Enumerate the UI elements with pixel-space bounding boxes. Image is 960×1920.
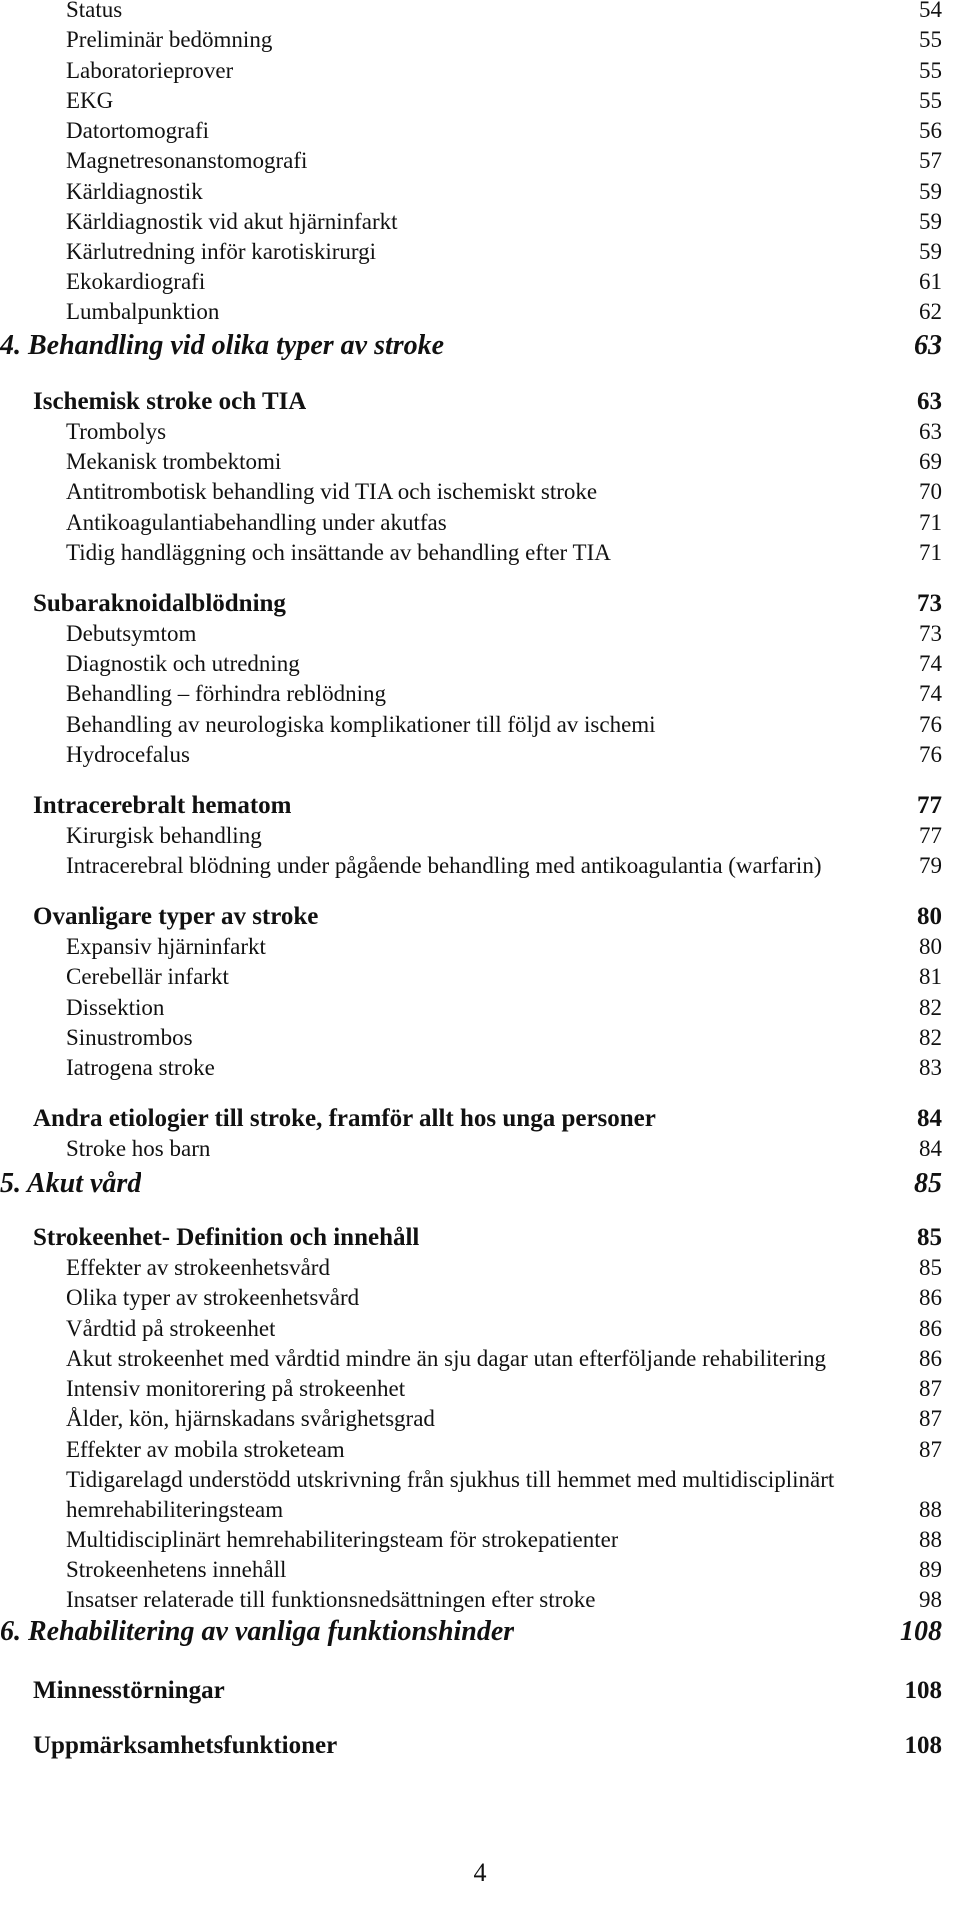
toc-page-number: 108 bbox=[900, 1616, 942, 1647]
toc-entry bbox=[0, 86, 960, 116]
toc-page-number: 88 bbox=[919, 1497, 942, 1522]
toc-entry bbox=[0, 851, 960, 881]
toc-title: Intensiv monitorering på strokeenhet bbox=[66, 1376, 406, 1401]
page-number: 4 bbox=[473, 1858, 487, 1887]
toc-title: Kirurgisk behandling bbox=[66, 823, 262, 848]
toc-title: Ekokardiografi bbox=[66, 269, 206, 294]
toc-entry bbox=[0, 1314, 960, 1344]
toc-title: Iatrogena stroke bbox=[66, 1055, 215, 1080]
toc-title: Mekanisk trombektomi bbox=[66, 449, 282, 474]
toc-entry bbox=[0, 146, 960, 176]
toc-section bbox=[0, 1104, 960, 1134]
toc-chapter bbox=[0, 1615, 960, 1649]
toc-entry bbox=[0, 417, 960, 447]
toc-title: Preliminär bedömning bbox=[66, 27, 273, 52]
toc-entry bbox=[0, 0, 960, 25]
toc-title: Subaraknoidalblödning bbox=[33, 590, 286, 617]
toc-section bbox=[0, 589, 960, 619]
toc-entry bbox=[0, 1134, 960, 1164]
toc-entry bbox=[0, 1253, 960, 1283]
toc-page-number: 73 bbox=[917, 590, 942, 617]
toc-title: Behandling av neurologiska komplikationer till följd av ischemi bbox=[66, 712, 656, 737]
toc-title: Hydrocefalus bbox=[66, 742, 190, 767]
toc-page-number: 84 bbox=[917, 1105, 942, 1132]
toc-page-number: 86 bbox=[919, 1346, 942, 1371]
toc-title: Antitrombotisk behandling vid TIA och ischemiskt stroke bbox=[66, 479, 598, 504]
toc-page-number: 57 bbox=[919, 148, 942, 173]
toc-title: Minnesstörningar bbox=[33, 1677, 225, 1704]
toc-title: 6. Rehabilitering av vanliga funktionshinder bbox=[0, 1616, 515, 1647]
toc-title: Behandling – förhindra reblödning bbox=[66, 681, 387, 706]
toc-entry bbox=[0, 177, 960, 207]
toc-entry bbox=[0, 710, 960, 740]
toc-title: Uppmärksamhetsfunktioner bbox=[33, 1732, 338, 1759]
toc-entry bbox=[0, 1585, 960, 1615]
toc-page-number: 79 bbox=[919, 853, 942, 878]
toc-page-number: 85 bbox=[914, 1168, 942, 1199]
toc-page-number: 87 bbox=[919, 1376, 942, 1401]
toc-title: Andra etiologier till stroke, framför allt hos unga personer bbox=[33, 1105, 656, 1132]
toc-title: Tidigarelagd understödd utskrivning från sjukhus till hemmet med multidisciplinärt hemrehabiliteringsteam bbox=[66, 1467, 835, 1522]
toc-title: Ischemisk stroke och TIA bbox=[33, 388, 307, 415]
toc-page-number: 59 bbox=[919, 179, 942, 204]
toc-title: Trombolys bbox=[66, 419, 167, 444]
toc-title: Vårdtid på strokeenhet bbox=[66, 1316, 276, 1341]
toc-page-number: 82 bbox=[919, 1025, 942, 1050]
toc-page-number: 54 bbox=[919, 0, 942, 22]
toc-section bbox=[0, 387, 960, 417]
toc-section bbox=[0, 1676, 960, 1706]
toc-page-number: 71 bbox=[919, 510, 942, 535]
toc-entry bbox=[0, 477, 960, 507]
toc-page-number: 84 bbox=[919, 1136, 942, 1161]
toc-page-number: 73 bbox=[919, 621, 942, 646]
toc-entry bbox=[0, 649, 960, 679]
toc-page-number: 61 bbox=[919, 269, 942, 294]
toc-title: Strokeenhet- Definition och innehåll bbox=[33, 1224, 420, 1251]
toc-entry bbox=[0, 447, 960, 477]
toc-entry bbox=[0, 1435, 960, 1465]
toc-entry bbox=[0, 1344, 960, 1374]
toc-page-number: 63 bbox=[919, 419, 942, 444]
toc-page-number: 83 bbox=[919, 1055, 942, 1080]
toc-entry bbox=[0, 740, 960, 770]
toc-page-number: 80 bbox=[919, 934, 942, 959]
toc-entry bbox=[0, 207, 960, 237]
toc-page-number: 80 bbox=[917, 903, 942, 930]
toc-page-number: 69 bbox=[919, 449, 942, 474]
toc-page-number: 86 bbox=[919, 1316, 942, 1341]
toc-title: Sinustrombos bbox=[66, 1025, 193, 1050]
toc-title: Kärldiagnostik vid akut hjärninfarkt bbox=[66, 209, 398, 234]
toc-title: Effekter av mobila stroketeam bbox=[66, 1437, 345, 1462]
toc-entry bbox=[0, 1053, 960, 1083]
toc-title: Cerebellär infarkt bbox=[66, 964, 229, 989]
toc-entry bbox=[0, 993, 960, 1023]
toc-entry bbox=[0, 538, 960, 568]
toc-entry bbox=[0, 1465, 960, 1525]
toc-title: Expansiv hjärninfarkt bbox=[66, 934, 266, 959]
toc-page-number: 87 bbox=[919, 1437, 942, 1462]
toc-entry bbox=[0, 1525, 960, 1555]
toc-page-number: 71 bbox=[919, 540, 942, 565]
toc-entry bbox=[0, 962, 960, 992]
toc-page-number: 74 bbox=[919, 681, 942, 706]
toc-page-number: 55 bbox=[919, 88, 942, 113]
toc-title: Intracerebralt hematom bbox=[33, 792, 292, 819]
toc-title: Dissektion bbox=[66, 995, 165, 1020]
toc-page-number: 62 bbox=[919, 299, 942, 324]
toc-title: Olika typer av strokeenhetsvård bbox=[66, 1285, 360, 1310]
toc-entry bbox=[0, 297, 960, 327]
toc-page-number: 87 bbox=[919, 1406, 942, 1431]
toc-page-number: 82 bbox=[919, 995, 942, 1020]
toc-page-number: 76 bbox=[919, 712, 942, 737]
toc-chapter bbox=[0, 329, 960, 363]
toc-page-number: 55 bbox=[919, 58, 942, 83]
toc-entry bbox=[0, 679, 960, 709]
toc-chapter bbox=[0, 1167, 960, 1201]
toc-section bbox=[0, 1731, 960, 1761]
toc-title: Strokeenhetens innehåll bbox=[66, 1557, 287, 1582]
toc-title: Effekter av strokeenhetsvård bbox=[66, 1255, 330, 1280]
toc-title: 4. Behandling vid olika typer av stroke bbox=[0, 330, 445, 361]
toc-page-number: 89 bbox=[919, 1557, 942, 1582]
toc-page-number: 76 bbox=[919, 742, 942, 767]
toc-title: Diagnostik och utredning bbox=[66, 651, 300, 676]
toc-entry bbox=[0, 932, 960, 962]
toc-page-number: 108 bbox=[904, 1732, 942, 1759]
toc-title: Intracerebral blödning under pågående behandling med antikoagulantia (warfarin) bbox=[66, 853, 822, 878]
toc-title: Kärldiagnostik bbox=[66, 179, 203, 204]
toc-entry bbox=[0, 267, 960, 297]
toc-title: 5. Akut vård bbox=[0, 1168, 142, 1199]
toc-title: Lumbalpunktion bbox=[66, 299, 220, 324]
toc-title: Ovanligare typer av stroke bbox=[33, 903, 319, 930]
toc-title: Tidig handläggning och insättande av behandling efter TIA bbox=[66, 540, 611, 565]
toc-title: Datortomografi bbox=[66, 118, 210, 143]
toc-page-number: 86 bbox=[919, 1285, 942, 1310]
toc-page-number: 70 bbox=[919, 479, 942, 504]
toc-title: Multidisciplinärt hemrehabiliteringsteam för strokepatienter bbox=[66, 1527, 619, 1552]
toc-entry bbox=[0, 1555, 960, 1585]
toc-page-number: 59 bbox=[919, 209, 942, 234]
toc-title: Debutsymtom bbox=[66, 621, 197, 646]
toc-page-number: 63 bbox=[914, 330, 942, 361]
toc-entry bbox=[0, 1404, 960, 1434]
toc-page-number: 56 bbox=[919, 118, 942, 143]
toc-title: EKG bbox=[66, 88, 114, 113]
toc-entry bbox=[0, 1283, 960, 1313]
toc-title: Antikoagulantiabehandling under akutfas bbox=[66, 510, 447, 535]
toc-page-number: 59 bbox=[919, 239, 942, 264]
toc-entry bbox=[0, 56, 960, 86]
toc-page-number: 77 bbox=[917, 792, 942, 819]
toc-title: Magnetresonanstomografi bbox=[66, 148, 308, 173]
toc-page-number: 108 bbox=[904, 1677, 942, 1704]
toc-page-number: 55 bbox=[919, 27, 942, 52]
toc-entry bbox=[0, 1374, 960, 1404]
toc-section bbox=[0, 902, 960, 932]
toc-title: Insatser relaterade till funktionsnedsättningen efter stroke bbox=[66, 1587, 596, 1612]
toc-title: Stroke hos barn bbox=[66, 1136, 211, 1161]
toc-page-number: 85 bbox=[919, 1255, 942, 1280]
toc-page-number: 74 bbox=[919, 651, 942, 676]
toc-title: Ålder, kön, hjärnskadans svårighetsgrad bbox=[66, 1406, 435, 1431]
toc-title: Status bbox=[66, 0, 123, 22]
toc-title: Akut strokeenhet med vårdtid mindre än sju dagar utan efterföljande rehabilitering bbox=[66, 1346, 827, 1371]
toc-entry bbox=[0, 508, 960, 538]
toc-page-number: 85 bbox=[917, 1224, 942, 1251]
toc-entry bbox=[0, 821, 960, 851]
toc-section bbox=[0, 1223, 960, 1253]
toc-title: Kärlutredning inför karotiskirurgi bbox=[66, 239, 377, 264]
toc-page-number: 81 bbox=[919, 964, 942, 989]
toc-page-number: 77 bbox=[919, 823, 942, 848]
toc-page-number: 63 bbox=[917, 388, 942, 415]
toc-entry bbox=[0, 619, 960, 649]
toc-entry bbox=[0, 25, 960, 55]
toc-entry bbox=[0, 237, 960, 267]
toc-section bbox=[0, 791, 960, 821]
toc-page-number: 88 bbox=[919, 1527, 942, 1552]
toc-title: Laboratorieprover bbox=[66, 58, 234, 83]
toc-page-number: 98 bbox=[919, 1587, 942, 1612]
toc-entry bbox=[0, 116, 960, 146]
toc-entry bbox=[0, 1023, 960, 1053]
